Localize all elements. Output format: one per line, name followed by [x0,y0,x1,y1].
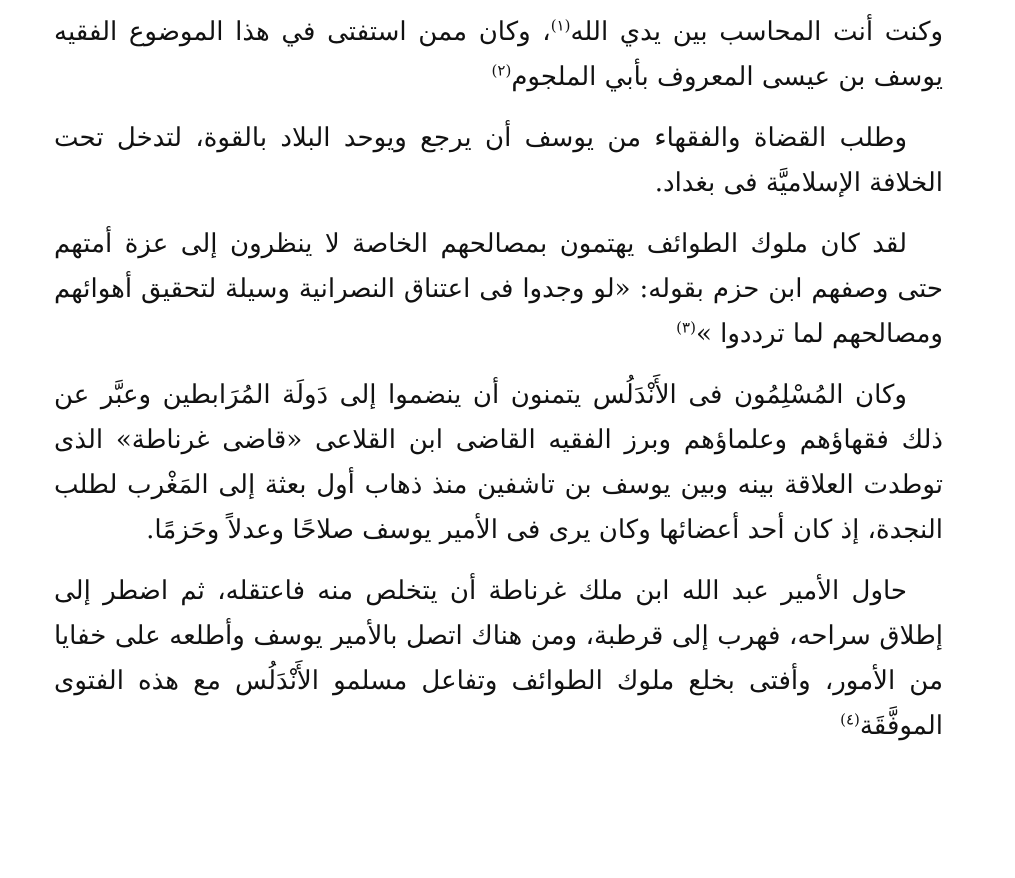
paragraph-3 [54,222,943,357]
paragraph-5-text: حاول الأمير عبد الله ابن ملك غرناطة أن يتخلص منه فاعتقله، ثم اضطر إلى إطلاق سراحه، فهرب إلى قرطبة، ومن هناك اتصل بالأمير يوسف وأطلعه على خفايا من الأمور، وأفتى بخلع ملوك الطوائف وتفاعل مسلمو الأَنْدَلُس مع هذه الفتوى الموفَّقَة [54,576,943,741]
paragraph-4 [54,373,943,553]
paragraph-1-text-1: وكنت أنت المحاسب بين يدي الله [570,17,943,47]
footnote-marker-2: (٢) [491,61,512,80]
footnote-marker-1: (١) [550,16,571,35]
paragraph-4-text: وكان المُسْلِمُون فى الأَنْدَلُس يتمنون أن ينضموا إلى دَولَة المُرَابطين وعبَّر عن ذلك فقهاؤهم وعلماؤهم وبرز الفقيه القاضى ابن القلاعى «قاضى غرناطة» الذى توطدت العلاقة بينه وبين يوسف بن تاشفين منذ ذهاب أول بعثة إلى المَغْرب لطلب النجدة، إذ كان أحد أعضائها وكان يرى فى الأمير يوسف صلاحًا وعدلاً وحَزمًا. [54,380,943,545]
footnote-marker-3: (٣) [676,318,696,337]
paragraph-3-text: لقد كان ملوك الطوائف يهتمون بمصالحهم الخاصة لا ينظرون إلى عزة أمتهم حتى وصفهم ابن حزم بقوله: «لو وجدوا فى اعتناق النصرانية وسيلة لتحقيق أهوائهم ومصالحهم لما ترددوا » [54,229,943,349]
paragraph-1-text-2: ، وكان ممن استفتى في هذا الموضوع الفقيه يوسف بن عيسى المعروف بأبي الملجوم [54,17,943,92]
paragraph-2-text: وطلب القضاة والفقهاء من يوسف أن يرجع ويوحد البلاد بالقوة، لتدخل تحت الخلافة الإسلاميَّة فى بغداد. [54,123,943,198]
footnote-marker-4: (٤) [840,710,860,729]
paragraph-1 [54,10,943,100]
paragraph-5 [54,569,943,749]
paragraph-2 [54,116,943,206]
